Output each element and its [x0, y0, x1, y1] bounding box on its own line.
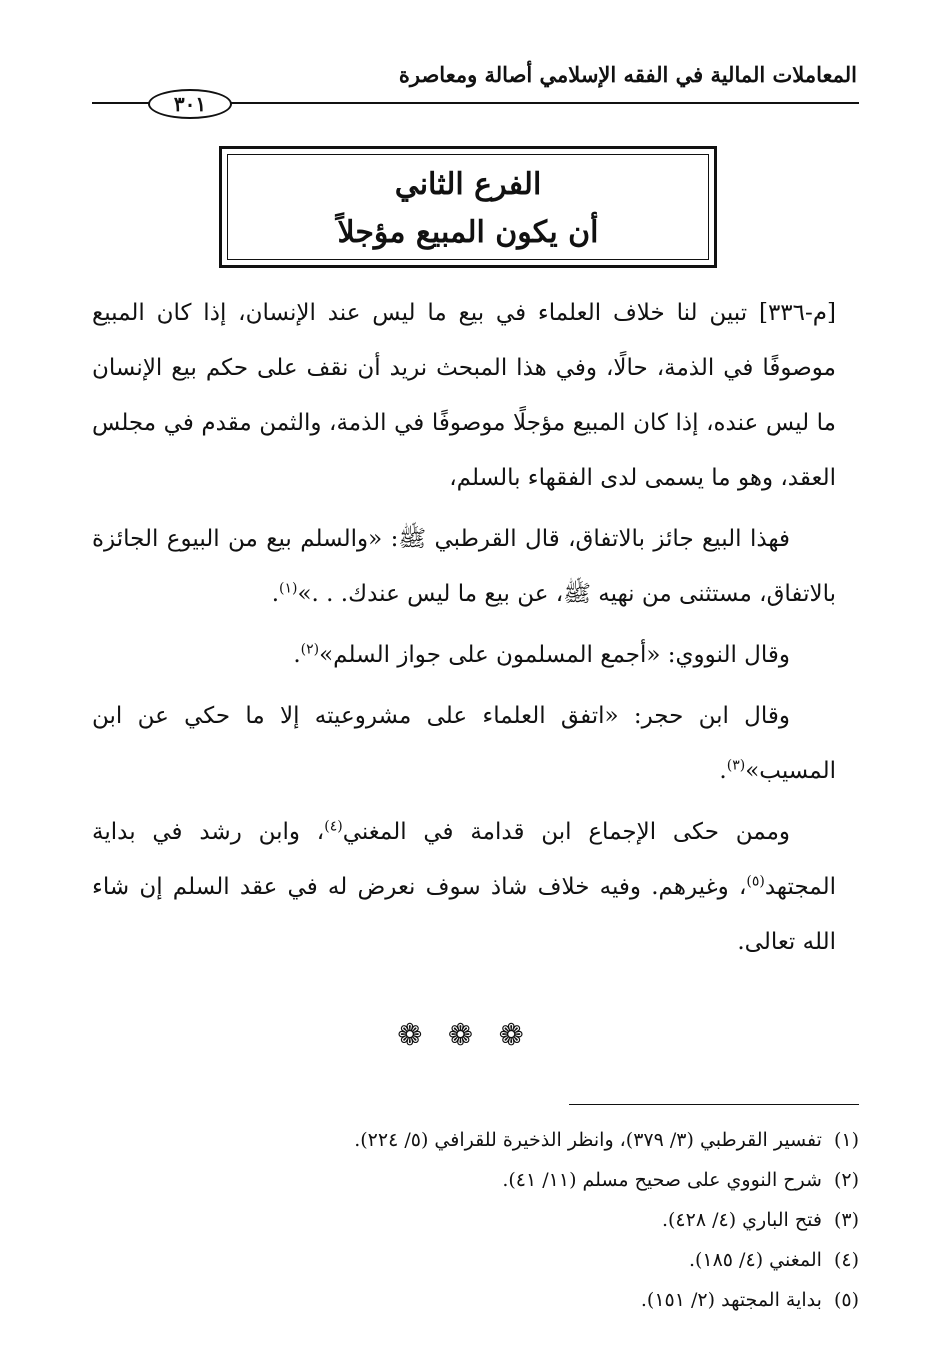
page-number: ٣٠١	[148, 89, 232, 119]
paragraph-1	[92, 286, 836, 506]
footnotes-list	[159, 1120, 859, 1320]
footnote-number: (١)	[833, 1129, 859, 1151]
paragraph-4: وقال ابن حجر: «اتفق العلماء على مشروعيته إلا ما حكي عن ابن المسيب»$^{(٣)}$.	[92, 703, 836, 784]
section-title-box	[219, 146, 717, 268]
footnote-ref-2[interactable]: (٢)	[300, 641, 320, 658]
paragraph-5-text-a: وممن حكى الإجماع ابن قدامة في المغني	[342, 819, 790, 845]
body-text	[92, 286, 836, 976]
paragraph-4-text: وقال ابن حجر: «اتفق العلماء على مشروعيته إلا ما حكي عن ابن المسيب»	[92, 703, 836, 784]
paragraph-2-text: فهذا البيع جائز بالاتفاق، قال القرطبي ﷺ: «والسلم بيع من البيوع الجائزة بالاتفاق، مستثنى من نهيه ﷺ، عن بيع ما ليس عندك. . .»	[92, 526, 836, 607]
footnote-ref-4[interactable]: (٤)	[324, 818, 343, 835]
paragraph-5-text-b: ، وابن رشد في بداية المجتهد	[92, 819, 836, 900]
footnote-item	[159, 1160, 859, 1200]
footnote-text: شرح النووي على صحيح مسلم (١١/ ٤١).	[502, 1169, 822, 1191]
footnote-item	[159, 1240, 859, 1280]
footnote-rule	[569, 1104, 859, 1105]
paragraph-5-text-c: ، وغيرهم. وفيه خلاف شاذ سوف نعرض له في عقد السلم إن شاء الله تعالى.	[92, 874, 836, 955]
footnote-number: (٤)	[833, 1249, 859, 1271]
footnote-number: (٥)	[833, 1289, 859, 1311]
footnote-ref-5[interactable]: (٥)	[746, 873, 765, 890]
footnote-ref-3[interactable]: (٣)	[726, 757, 746, 774]
footnote-text: بداية المجتهد (٢/ ١٥١).	[640, 1289, 822, 1311]
ornament-divider: ❁ ❁ ❁	[397, 1018, 532, 1053]
paragraph-1-text: [م-٣٣٦] تبين لنا خلاف العلماء في بيع ما ليس عند الإنسان، إذا كان المبيع موصوفًا في الذمة، حالًا، وفي هذا المبحث نريد أن نقف على حكم بيع الإنسان ما ليس عنده، إذا كان المبيع مؤجلًا موصوفًا في الذمة، والثمن مقدم في مجلس العقد، وهو ما يسمى لدى الفقهاء بالسلم،	[92, 300, 836, 491]
section-title-line-1: الفرع الثاني	[394, 167, 542, 202]
footnote-text: المغني (٤/ ١٨٥).	[688, 1249, 822, 1271]
footnote-item	[159, 1120, 859, 1160]
section-title-line-2: أن يكون المبيع مؤجلاً	[337, 215, 599, 250]
paragraph-3-text: وقال النووي: «أجمع المسلمون على جواز السلم»	[319, 642, 790, 668]
paragraph-3: وقال النووي: «أجمع المسلمون على جواز السلم»$^{(٢)}$.	[293, 641, 790, 668]
footnote-item	[159, 1200, 859, 1240]
footnote-number: (٢)	[833, 1169, 859, 1191]
footnote-number: (٣)	[833, 1209, 859, 1231]
paragraph-2: فهذا البيع جائز بالاتفاق، قال القرطبي ﷺ: «والسلم بيع من البيوع الجائزة بالاتفاق، مستثنى من نهيه ﷺ، عن بيع ما ليس عندك. . .»$^{(١)}$.	[92, 526, 836, 607]
paragraph-5	[92, 805, 836, 970]
footnote-ref-1[interactable]: (١)	[279, 580, 298, 597]
running-header-title: المعاملات المالية في الفقه الإسلامي أصالة ومعاصرة	[398, 62, 857, 87]
footnote-text: فتح الباري (٤/ ٤٢٨).	[661, 1209, 822, 1231]
footnote-text: تفسير القرطبي (٣/ ٣٧٩)، وانظر الذخيرة للقرافي (٥/ ٢٢٤).	[354, 1129, 822, 1151]
footnote-item	[159, 1280, 859, 1320]
